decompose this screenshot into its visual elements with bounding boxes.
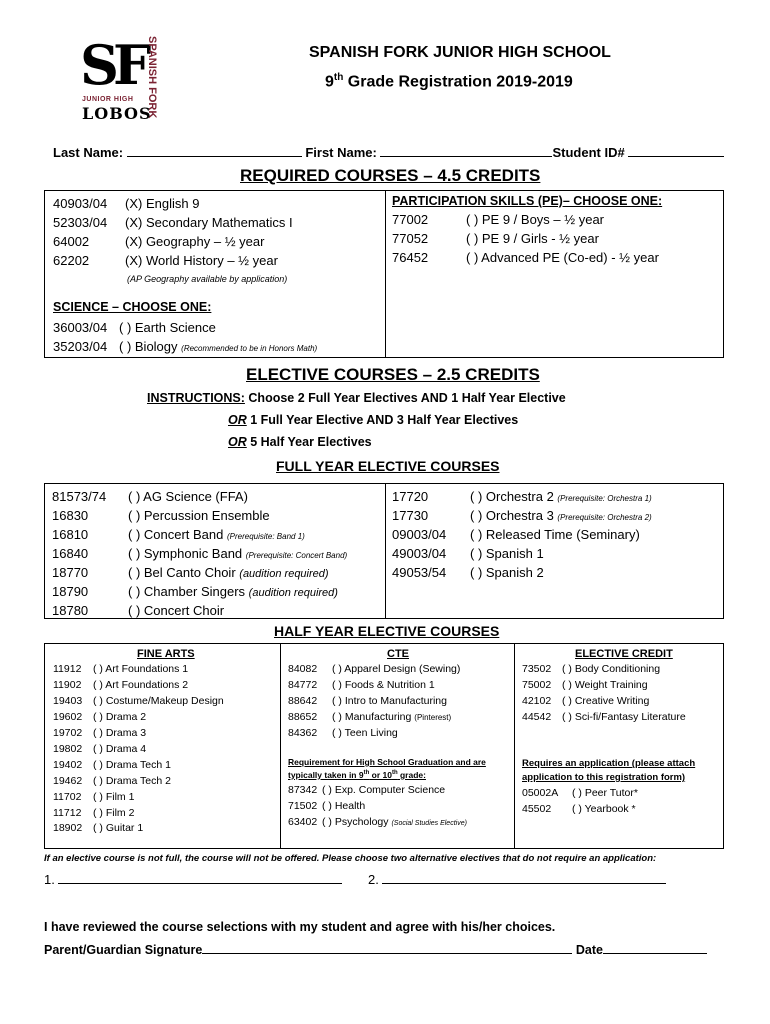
full-year-divider <box>385 483 386 619</box>
logo-sf: SF <box>80 33 146 97</box>
student-id-label: Student ID# <box>552 145 625 160</box>
logo-side-text: SPANISH FORK <box>146 36 158 119</box>
last-name-field[interactable] <box>127 145 302 157</box>
fine-arts-row: 19802 ( ) Drama 4 <box>53 743 147 755</box>
core-course-row: 64002 (X) Geography – ½ year <box>53 234 265 249</box>
cte-title: CTE <box>387 648 409 660</box>
half-year-title: HALF YEAR ELECTIVE COURSES <box>274 623 500 639</box>
full-year-row: 81573/74 ( ) AG Science (FFA) <box>52 489 248 504</box>
signature-row: Parent/Guardian Signature Date <box>44 942 707 957</box>
pe-title: PARTICIPATION SKILLS (PE)– CHOOSE ONE: <box>392 194 663 208</box>
half-year-divider-1 <box>280 643 281 849</box>
alternative-2-field[interactable] <box>382 872 666 884</box>
registration-title <box>325 72 573 91</box>
grad-req-row: 63402 ( ) Psychology (Social Studies Elective) <box>288 816 467 828</box>
full-year-row: 16830 ( ) Percussion Ensemble <box>52 508 270 523</box>
alternatives-note: If an elective course is not full, the course will not be offered. Please choose two alternative electives that do not require an application: <box>44 853 657 864</box>
signature-field[interactable] <box>202 942 572 954</box>
credit-row: 42102 ( ) Creative Writing <box>522 695 650 707</box>
instructions-line-2: OR 1 Full Year Elective AND 3 Half Year Electives <box>228 413 519 427</box>
cte-row: 84772 ( ) Foods & Nutrition 1 <box>288 679 435 691</box>
required-courses-title: REQUIRED COURSES – 4.5 CREDITS <box>240 166 541 185</box>
full-year-row: 16810 ( ) Concert Band (Prerequisite: Band 1) <box>52 527 305 542</box>
science-course-row: 36003/04 ( ) Earth Science <box>53 320 216 335</box>
credit-row: 44542 ( ) Sci-fi/Fantasy Literature <box>522 711 686 723</box>
fine-arts-row: 11712 ( ) Film 2 <box>53 807 135 819</box>
instructions-line-1: INSTRUCTIONS: Choose 2 Full Year Electives AND 1 Half Year Elective <box>147 391 566 405</box>
half-year-divider-2 <box>514 643 515 849</box>
grad-requirement-note-1: Requirement for High School Graduation and are <box>288 757 486 767</box>
alternative-1-field[interactable] <box>58 872 342 884</box>
full-year-row: 17720 ( ) Orchestra 2 (Prerequisite: Orchestra 1) <box>392 489 652 504</box>
name-fields-row <box>53 145 724 160</box>
grad-req-row: 71502 ( ) Health <box>288 800 366 812</box>
full-year-row: 16840 ( ) Symphonic Band (Prerequisite: Concert Band) <box>52 546 348 561</box>
logo-junior-high: JUNIOR HIGH <box>82 96 134 103</box>
credit-row: 73502 ( ) Body Conditioning <box>522 663 661 675</box>
elective-courses-title: ELECTIVE COURSES – 2.5 CREDITS <box>246 365 540 384</box>
full-year-row: 18790 ( ) Chamber Singers (audition required) <box>52 584 338 599</box>
full-year-row: 18770 ( ) Bel Canto Choir (audition required) <box>52 565 329 580</box>
application-row: 05002A ( ) Peer Tutor* <box>522 787 638 799</box>
agreement-statement: I have reviewed the course selections with my student and agree with his/her choices. <box>44 920 556 934</box>
fine-arts-row: 11702 ( ) Film 1 <box>53 791 135 803</box>
first-name-field[interactable] <box>380 145 552 157</box>
grade-sup: th <box>333 72 344 83</box>
application-note-2: application to this registration form) <box>522 772 686 783</box>
elective-credit-title: ELECTIVE CREDIT <box>575 648 673 660</box>
pe-course-row: 76452 ( ) Advanced PE (Co-ed) - ½ year <box>392 250 659 265</box>
fine-arts-row: 19403 ( ) Costume/Makeup Design <box>53 695 224 707</box>
fine-arts-row: 11902 ( ) Art Foundations 2 <box>53 679 189 691</box>
cte-row: 88642 ( ) Intro to Manufacturing <box>288 695 447 707</box>
fine-arts-row: 11912 ( ) Art Foundations 1 <box>53 663 189 675</box>
pe-course-row: 77052 ( ) PE 9 / Girls - ½ year <box>392 231 599 246</box>
grad-requirement-note-2: typically taken in 9th or 10th grade: <box>288 770 426 780</box>
first-name-label: First Name: <box>305 145 377 160</box>
science-title: SCIENCE – CHOOSE ONE: <box>53 300 212 314</box>
instructions-line-3: OR 5 Half Year Electives <box>228 435 372 449</box>
full-year-row: 49003/04 ( ) Spanish 1 <box>392 546 544 561</box>
science-course-row: 35203/04 ( ) Biology (Recommended to be in Honors Math) <box>53 339 318 354</box>
fine-arts-row: 18902 ( ) Guitar 1 <box>53 822 144 834</box>
student-id-field[interactable] <box>628 145 724 157</box>
grad-req-row: 87342 ( ) Exp. Computer Science <box>288 784 446 796</box>
cte-row: 88652 ( ) Manufacturing (Pinterest) <box>288 711 452 723</box>
alternative-1: 1. <box>44 872 342 887</box>
full-year-row: 17730 ( ) Orchestra 3 (Prerequisite: Orchestra 2) <box>392 508 652 523</box>
core-course-row: 62202 (X) World History – ½ year <box>53 253 278 268</box>
alternative-2: 2. <box>368 872 666 887</box>
date-field[interactable] <box>603 942 707 954</box>
school-name: SPANISH FORK JUNIOR HIGH SCHOOL <box>309 44 611 61</box>
fine-arts-row: 19602 ( ) Drama 2 <box>53 711 147 723</box>
application-note-1: Requires an application (please attach <box>522 758 696 769</box>
grade-number: 9 <box>325 73 334 91</box>
core-course-row: 40903/04 (X) English 9 <box>53 196 200 211</box>
logo-lobos: LOBOS <box>82 104 152 123</box>
ap-geography-note: (AP Geography available by application) <box>127 274 288 284</box>
cte-row: 84082 ( ) Apparel Design (Sewing) <box>288 663 461 675</box>
fine-arts-title: FINE ARTS <box>137 648 195 660</box>
full-year-row: 09003/04 ( ) Released Time (Seminary) <box>392 527 640 542</box>
core-course-row: 52303/04 (X) Secondary Mathematics I <box>53 215 293 230</box>
full-year-row: 49053/54 ( ) Spanish 2 <box>392 565 544 580</box>
cte-row: 84362 ( ) Teen Living <box>288 727 398 739</box>
application-row: 45502 ( ) Yearbook * <box>522 803 636 815</box>
fine-arts-row: 19402 ( ) Drama Tech 1 <box>53 759 171 771</box>
school-logo <box>80 33 162 123</box>
pe-course-row: 77002 ( ) PE 9 / Boys – ½ year <box>392 212 604 227</box>
full-year-title: FULL YEAR ELECTIVE COURSES <box>276 458 500 474</box>
fine-arts-row: 19462 ( ) Drama Tech 2 <box>53 775 171 787</box>
last-name-label: Last Name: <box>53 145 124 160</box>
required-divider <box>385 190 386 358</box>
grade-suffix: Grade Registration 2019-2019 <box>343 73 573 91</box>
credit-row: 75002 ( ) Weight Training <box>522 679 648 691</box>
full-year-row: 18780 ( ) Concert Choir <box>52 603 225 618</box>
fine-arts-row: 19702 ( ) Drama 3 <box>53 727 147 739</box>
